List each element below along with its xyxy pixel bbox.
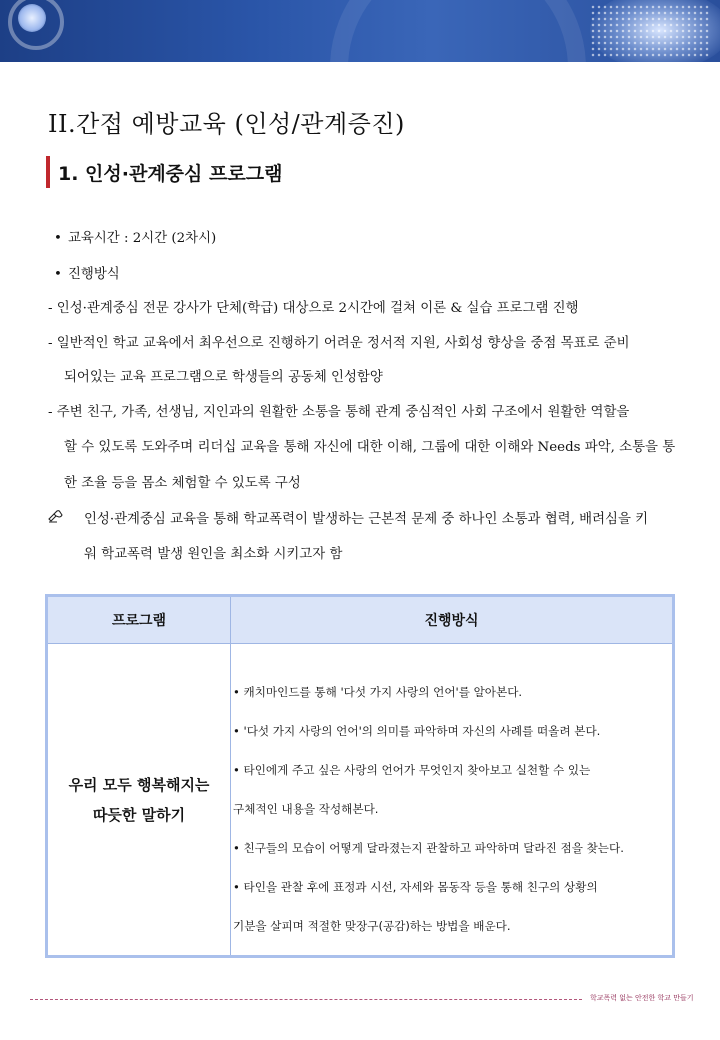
lens-glow-decoration [18,4,46,32]
method-line: • 친구들의 모습이 어떻게 달라졌는지 관찰하고 파악하며 달라진 점을 찾는다. [233,841,624,855]
method-line: 기분을 살피며 적절한 맞장구(공감)하는 방법을 배운다. [233,919,511,933]
paragraph-2-line-2: 되어있는 교육 프로그램으로 학생들의 공동체 인성함양 [64,370,383,385]
subsection-title: 1. 인성·관계중심 프로그램 [58,162,283,185]
program-name: 우리 모두 행복해지는 따듯한 말하기 [47,644,231,957]
section-title: II.간접 예방교육 (인성/관계증진) [48,110,405,138]
table-header-row [47,596,674,644]
dot-pattern-decoration [590,4,710,58]
bullet-icon: • [54,231,62,246]
arc-decoration [330,0,586,62]
paragraph-1: - 인성·관계중심 전문 강사가 단체(학급) 대상으로 2시간에 걸쳐 이론 & 실습 프로그램 진행 [48,301,579,316]
method-line: • 타인을 관찰 후에 표정과 시선, 자세와 몸동작 등을 통해 친구의 상황의 [233,880,598,894]
header-method: 진행방식 [231,596,674,644]
pencil-hand-icon [48,509,70,527]
footer-text: 학교폭력 없는 안전한 학교 만들기 [590,994,694,1002]
paragraph-3-line-2: 할 수 있도록 도와주며 리더십 교육을 통해 자신에 대한 이해, 그룹에 대한 이해와 Needs 파악, 소통을 통 [64,440,676,455]
note-line-2: 워 학교폭력 발생 원인을 최소화 시키고자 함 [84,547,343,562]
bullet-education-time: • 교육시간 : 2시간 (2차시) [54,231,217,246]
accent-bar [46,156,50,188]
bullet-icon: • [54,267,62,282]
program-method-cell [231,644,674,957]
method-line: • 캐치마인드를 통해 '다섯 가지 사랑의 언어'를 알아본다. [233,685,523,699]
paragraph-3-line-1: - 주변 친구, 가족, 선생님, 지인과의 원활한 소통을 통해 관계 중심적인 사회 구조에서 원활한 역할을 [48,405,630,420]
paragraph-3-line-3: 한 조율 등을 몸소 체험할 수 있도록 구성 [64,476,301,491]
method-line: • 타인에게 주고 싶은 사랑의 언어가 무엇인지 찾아보고 실천할 수 있는 [233,763,591,777]
footer-divider [30,999,582,1000]
program-table [45,594,675,958]
table-row [47,644,674,957]
header-program: 프로그램 [47,596,231,644]
bullet-method: • 진행방식 [54,267,120,282]
paragraph-2-line-1: - 일반적인 학교 교육에서 최우선으로 진행하기 어려운 정서적 지원, 사회성 향상을 중점 목표로 준비 [48,336,630,351]
header-banner [0,0,720,62]
note-line-1: 인성·관계중심 교육을 통해 학교폭력이 발생하는 근본적 문제 중 하나인 소통과 협력, 배려심을 키 [48,508,648,527]
method-line: • '다섯 가지 사랑의 언어'의 의미를 파악하며 자신의 사례를 떠올려 본다. [233,724,601,738]
subsection-heading [46,156,282,188]
method-line: 구체적인 내용을 작성해본다. [233,802,379,816]
